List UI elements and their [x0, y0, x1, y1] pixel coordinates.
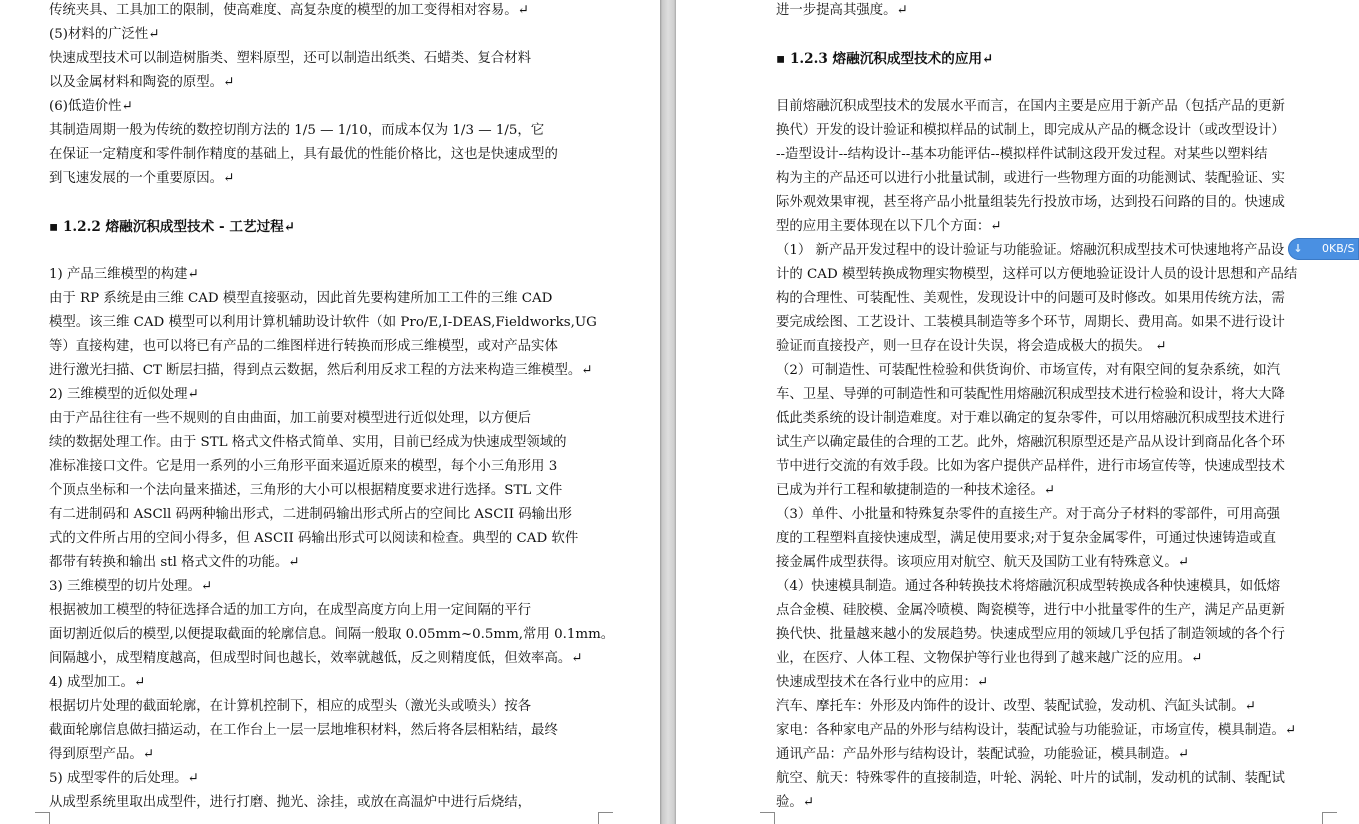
text-line: 汽车、摩托车：外形及内饰件的设计、改型、装配试验，发动机、汽缸头试制。↵: [776, 699, 1256, 714]
network-speed-text: 0KB/S: [1322, 242, 1355, 255]
text-line: 到飞速发展的一个重要原因。↵: [49, 171, 235, 186]
text-line: 4) 成型加工。↵: [49, 675, 146, 690]
text-line: 际外观效果审视，甚至将产品小批量组装先行投放市场，达到投石问路的目的。快速成: [776, 195, 1285, 210]
text-line: 模型。该三维 CAD 模型可以利用计算机辅助设计软件（如 Pro/E,I-DEAS,Fieldworks,UG: [49, 315, 597, 330]
text-line: 型的应用主要体现在以下几个方面：↵: [776, 219, 1002, 234]
document-page-left: [0, 0, 660, 824]
text-line: 航空、航天：特殊零件的直接制造，叶轮、涡轮、叶片的试制，发动机的试制、装配试: [776, 771, 1285, 786]
section-heading: ▪ 1.2.3 熔融沉积成型技术的应用↵: [776, 51, 994, 67]
text-line: (6)低造价性↵: [49, 99, 133, 114]
text-line: 都带有转换和输出 stl 格式文件的功能。↵: [49, 555, 300, 570]
text-line: 个顶点坐标和一个法向量来描述，三角形的大小可以根据精度要求进行选择。STL 文件: [49, 483, 563, 498]
text-line: 度的工程塑料直接快速成型，满足使用要求;对于复杂金属零件，可通过快速铸造或直: [776, 531, 1276, 546]
text-line: 点合金模、硅胶模、金属冷喷模、陶瓷模等，进行中小批量零件的生产，满足产品更新: [776, 603, 1285, 618]
text-line: 间隔越小，成型精度越高，但成型时间也越长，效率就越低，反之则精度低，但效率高。↵: [49, 651, 583, 666]
page-corner-mark: [598, 812, 613, 824]
text-line: (5)材料的广泛性↵: [49, 27, 160, 42]
text-line: 传统夹具、工具加工的限制，使高难度、高复杂度的模型的加工变得相对容易。↵: [49, 3, 529, 18]
text-line: 在保证一定精度和零件制作精度的基础上，具有最优的性能价格比，这也是快速成型的: [49, 147, 558, 162]
text-line: 验证而直接投产，则一旦存在设计失误，将会造成极大的损失。 ↵: [776, 339, 1167, 354]
text-line: （3）单件、小批量和特殊复杂零件的直接生产。对于高分子材料的零部件，可用高强: [776, 507, 1280, 522]
text-line: 有二进制码和 ASCll 码两种输出形式，二进制码输出形式所占的空间比 ASCII 码输出形: [49, 507, 572, 522]
text-line: 目前熔融沉积成型技术的发展水平而言，在国内主要是应用于新产品（包括产品的更新: [776, 99, 1285, 114]
text-line: （1） 新产品开发过程中的设计验证与功能验证。熔融沉积成型技术可快速地将产品设: [776, 243, 1285, 258]
text-line: 低此类系统的设计制造难度。对于难以确定的复杂零件，可以用熔融沉积成型技术进行: [776, 411, 1285, 426]
text-line: 通讯产品：产品外形与结构设计，装配试验，功能验证，模具制造。↵: [776, 747, 1189, 762]
network-speed-badge[interactable]: [1288, 238, 1359, 260]
text-line: 根据切片处理的截面轮廓，在计算机控制下，相应的成型头（激光头或喷头）按各: [49, 699, 532, 714]
page-gutter: [660, 0, 676, 824]
text-line: 准标准接口文件。它是用一系列的小三角形平面来逼近原来的模型，每个小三角形用 3: [49, 459, 558, 474]
text-line: 节中进行交流的有效手段。比如为客户提供产品样件，进行市场宣传等，快速成型技术: [776, 459, 1285, 474]
text-line: （4）快速模具制造。通过各种转换技术将熔融沉积成型转换成各种快速模具，如低熔: [776, 579, 1280, 594]
page-corner-mark: [760, 812, 775, 824]
page-corner-mark: [1322, 812, 1337, 824]
text-line: 3) 三维模型的切片处理。↵: [49, 579, 213, 594]
text-line: 面切割近似后的模型,以便提取截面的轮廓信息。间隔一般取 0.05mm~0.5mm,常用 0.1mm。: [49, 627, 615, 642]
text-line: 换代）开发的设计验证和模拟样品的试制上，即完成从产品的概念设计（或改型设计）: [776, 123, 1285, 138]
text-line: （2）可制造性、可装配性检验和供货询价、市场宣传，对有限空间的复杂系统，如汽: [776, 363, 1280, 378]
text-line: 业，在医疗、人体工程、文物保护等行业也得到了越来越广泛的应用。↵: [776, 651, 1203, 666]
text-line: 车、卫星、导弹的可制造性和可装配性用熔融沉积成型技术进行检验和设计，将大大降: [776, 387, 1285, 402]
text-line: 要完成绘图、工艺设计、工装模具制造等多个环节，周期长、费用高。如果不进行设计: [776, 315, 1285, 330]
text-line: 家电：各种家电产品的外形与结构设计，装配试验与功能验证，市场宣传，模具制造。↵: [776, 723, 1297, 738]
text-line: 计的 CAD 模型转换成物理实物模型，这样可以方便地验证设计人员的设计思想和产品结: [776, 267, 1298, 282]
download-arrow-icon: ↓: [1293, 242, 1303, 255]
text-line: 2) 三维模型的近似处理↵: [49, 387, 199, 402]
text-line: 验。↵: [776, 795, 815, 810]
text-line: 以及金属材料和陶瓷的原型。↵: [49, 75, 235, 90]
text-line: 等）直接构建，也可以将已有产品的二维图样进行转换而形成三维模型，或对产品实体: [49, 339, 558, 354]
text-line: 构的合理性、可装配性、美观性，发现设计中的问题可及时修改。如果用传统方法，需: [776, 291, 1285, 306]
text-line: 进行激光扫描、CT 断层扫描，得到点云数据，然后利用反求工程的方法来构造三维模型。↵: [49, 363, 593, 378]
text-line: 快速成型技术在各行业中的应用：↵: [776, 675, 989, 690]
text-line: 进一步提高其强度。↵: [776, 3, 908, 18]
text-line: 快速成型技术可以制造树脂类、塑料原型，还可以制造出纸类、石蜡类、复合材料: [49, 51, 532, 66]
text-line: 截面轮廓信息做扫描运动，在工作台上一层一层地堆积材料，然后将各层相粘结，最终: [49, 723, 558, 738]
text-line: 构为主的产品还可以进行小批量试制，或进行一些物理方面的功能测试、装配验证、实: [776, 171, 1285, 186]
page-corner-mark: [35, 812, 50, 824]
section-heading: ▪ 1.2.2 熔融沉积成型技术 - 工艺过程↵: [49, 219, 296, 235]
text-line: 1) 产品三维模型的构建↵: [49, 267, 199, 282]
text-line: --造型设计--结构设计--基本功能评估--模拟样件试制这段开发过程。对某些以塑料结: [776, 147, 1268, 162]
text-line: 试生产以确定最佳的合理的工艺。此外，熔融沉积原型还是产品从设计到商品化各个环: [776, 435, 1285, 450]
text-line: 式的文件所占用的空间小得多，但 ASCII 码输出形式可以阅读和检查。典型的 CAD 软件: [49, 531, 579, 546]
text-line: 根据被加工模型的特征选择合适的加工方向，在成型高度方向上用一定间隔的平行: [49, 603, 532, 618]
text-line: 由于 RP 系统是由三维 CAD 模型直接驱动，因此首先要构建所加工工件的三维 CAD: [49, 291, 553, 306]
text-line: 得到原型产品。↵: [49, 747, 154, 762]
text-line: 已成为并行工程和敏捷制造的一种技术途径。↵: [776, 483, 1056, 498]
text-line: 由于产品往往有一些不规则的自由曲面，加工前要对模型进行近似处理，以方便后: [49, 411, 532, 426]
document-page-right: [676, 0, 1359, 824]
text-line: 接金属件成型获得。该项应用对航空、航天及国防工业有特殊意义。↵: [776, 555, 1189, 570]
text-line: 从成型系统里取出成型件，进行打磨、抛光、涂挂，或放在高温炉中进行后烧结，: [49, 795, 532, 810]
text-line: 5) 成型零件的后处理。↵: [49, 771, 199, 786]
text-line: 其制造周期一般为传统的数控切削方法的 1/5 — 1/10，而成本仅为 1/3 — 1/5，它: [49, 123, 545, 138]
text-line: 续的数据处理工作。由于 STL 格式文件格式简单、实用，目前已经成为快速成型领域的: [49, 435, 567, 450]
text-line: 换代快、批量越来越小的发展趋势。快速成型应用的领域几乎包括了制造领域的各个行: [776, 627, 1285, 642]
